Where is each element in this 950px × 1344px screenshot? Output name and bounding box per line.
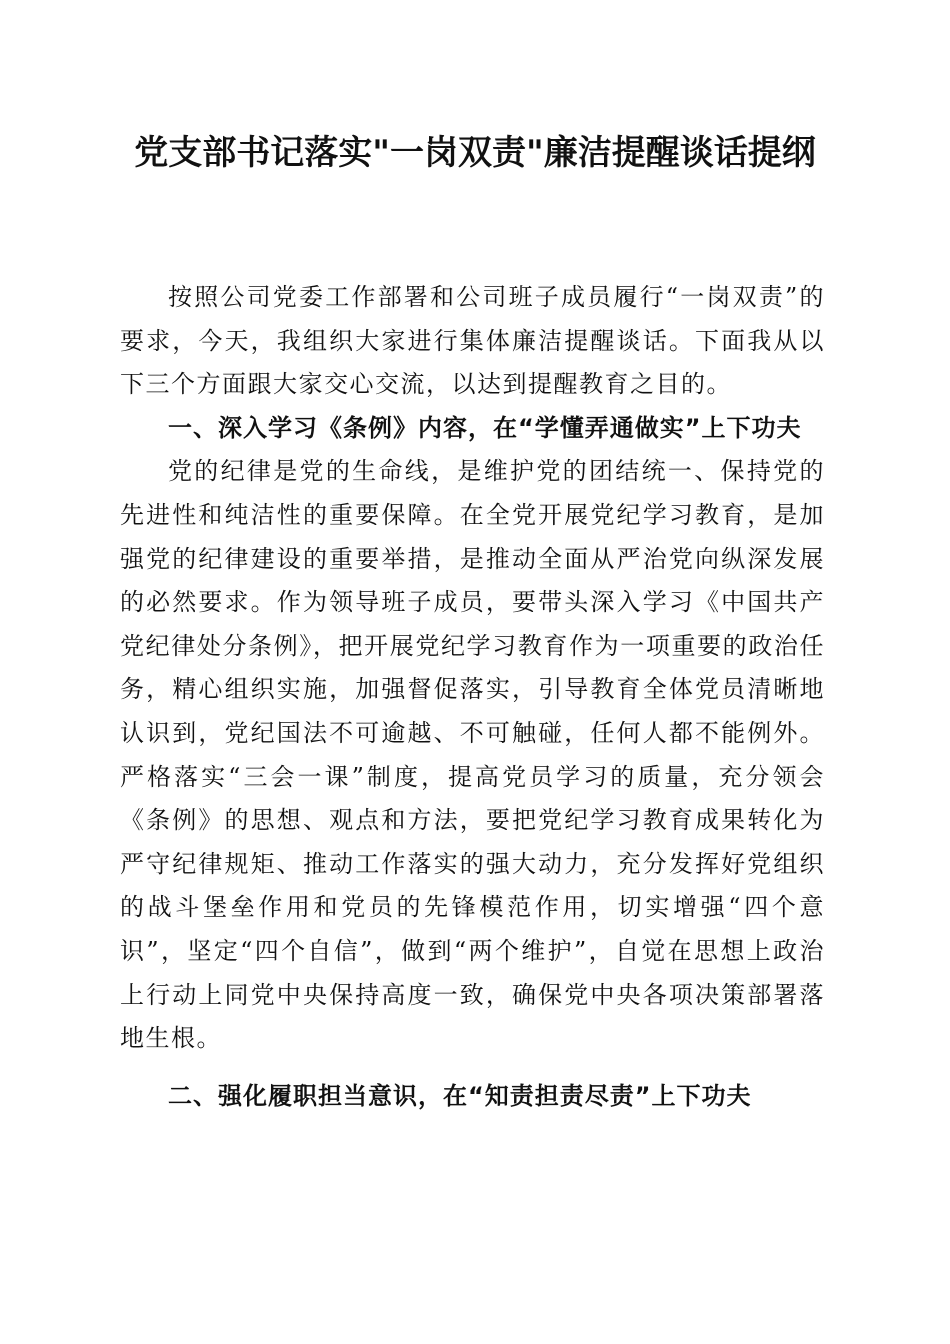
section-1-heading: 一、深入学习《条例》内容，在“学懂弄通做实”上下功夫 — [168, 413, 802, 442]
document-body — [120, 276, 825, 1118]
intro-paragraph: 按照公司党委工作部署和公司班子成员履行“一岗双责”的要求，今天，我组织大家进行集体廉洁提醒谈话。下面我从以下三个方面跟大家交心交流，以达到提醒教育之目的。 — [120, 283, 825, 399]
document-title: 党支部书记落实"一岗双责"廉洁提醒谈话提纲 — [134, 133, 816, 173]
section-1-paragraph: 党的纪律是党的生命线，是维护党的团结统一、保持党的先进性和纯洁性的重要保障。在全党开展党纪学习教育，是加强党的纪律建设的重要举措，是推动全面从严治党向纵深发展的必然要求。作为领导班子成员，要带头深入学习《中国共产党纪律处分条例》，把开展党纪学习教育作为一项重要的政治任务，精心组织实施，加强督促落实，引导教育全体党员清晰地认识到，党纪国法不可逾越、不可触碰，任何人都不能例外。严格落实“三会一课”制度，提高党员学习的质量，充分领会《条例》的思想、观点和方法，要把党纪学习教育成果转化为严守纪律规矩、推动工作落实的强大动力，充分发挥好党组织的战斗堡垒作用和党员的先锋模范作用，切实增强“四个意识”，坚定“四个自信”，做到“两个维护”，自觉在思想上政治上行动上同党中央保持高度一致，确保党中央各项决策部署落地生根。 — [120, 457, 825, 1053]
section-2-heading: 二、强化履职担当意识，在“知责担责尽责”上下功夫 — [168, 1081, 752, 1110]
